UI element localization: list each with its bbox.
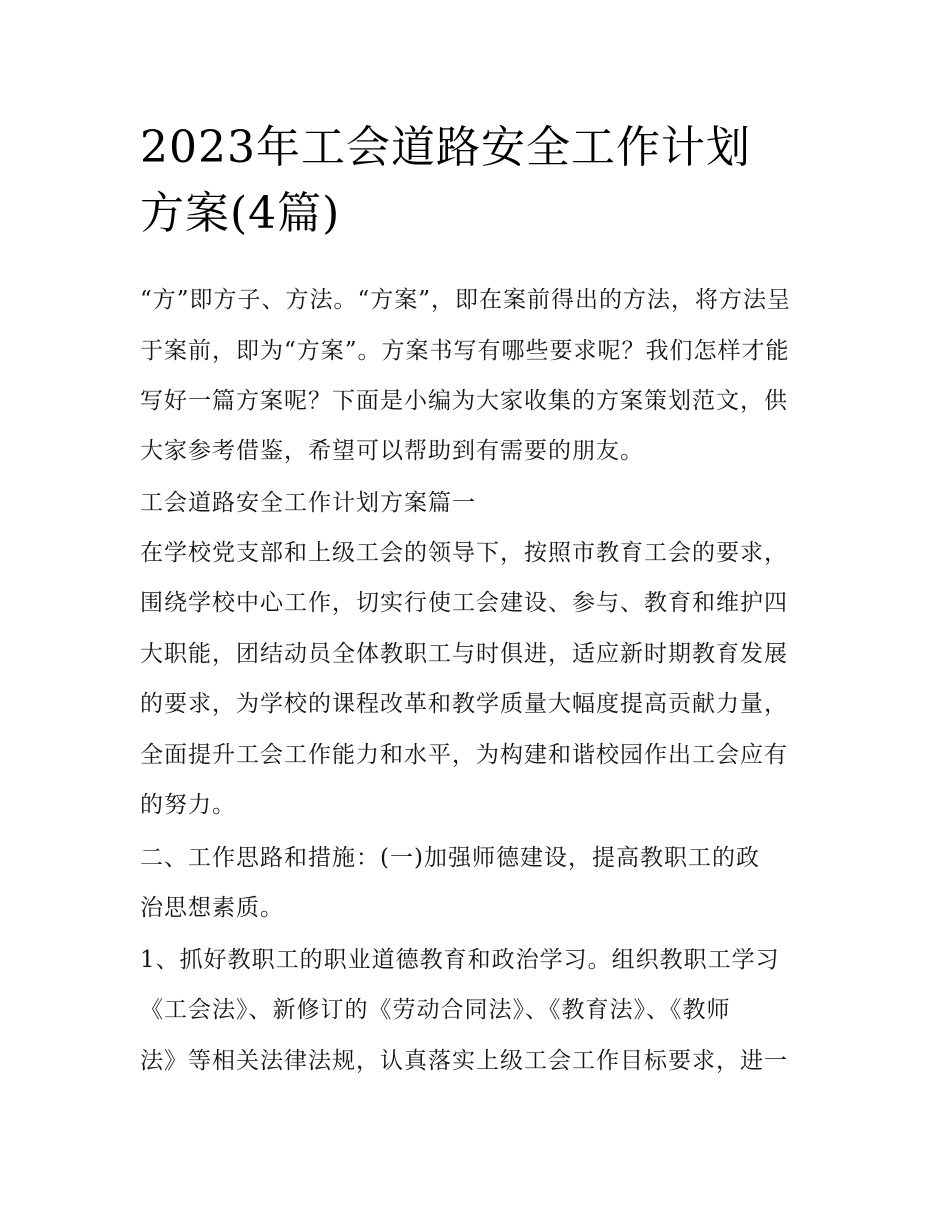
- intro-line-3: 写好一篇方案呢？下面是小编为大家收集的方案策划范文，供: [140, 388, 788, 414]
- document-title: [140, 115, 820, 247]
- section-heading: 工会道路安全工作计划方案篇一: [140, 490, 476, 516]
- para1-line-6: 的努力。: [140, 792, 236, 818]
- title-line-1: 2023年工会道路安全工作计划: [140, 122, 751, 173]
- para1-line-5: 全面提升工会工作能力和水平，为构建和谐校园作出工会应有: [140, 742, 788, 768]
- para2-line-2: 治思想素质。: [140, 895, 284, 921]
- intro-line-2: 于案前，即为“方案”。方案书写有哪些要求呢？我们怎样才能: [140, 338, 790, 364]
- para1-line-2: 围绕学校中心工作，切实行使工会建设、参与、教育和维护四: [140, 590, 788, 616]
- para1-line-3: 大职能，团结动员全体教职工与时俱进，适应新时期教育发展: [140, 641, 788, 667]
- para3-line-1: 1、抓好教职工的职业道德教育和政治学习。组织教职工学习: [140, 947, 780, 973]
- para1-line-1: 在学校党支部和上级工会的领导下，按照市教育工会的要求，: [140, 540, 788, 566]
- intro-line-1: “方”即方子、方法。“方案”，即在案前得出的方法，将方法呈: [140, 287, 792, 313]
- para3-line-3: 法》等相关法律法规，认真落实上级工会工作目标要求，进一: [140, 1048, 788, 1074]
- title-line-2: 方案(4篇): [140, 188, 341, 239]
- intro-line-4: 大家参考借鉴，希望可以帮助到有需要的朋友。: [140, 438, 644, 464]
- para3-line-2: 《工会法》、新修订的《劳动合同法》、《教育法》、《教师: [140, 997, 731, 1023]
- para2-line-1: 二、工作思路和措施：(一)加强师德建设，提高教职工的政: [140, 845, 760, 871]
- para1-line-4: 的要求，为学校的课程改革和教学质量大幅度提高贡献力量，: [140, 691, 788, 717]
